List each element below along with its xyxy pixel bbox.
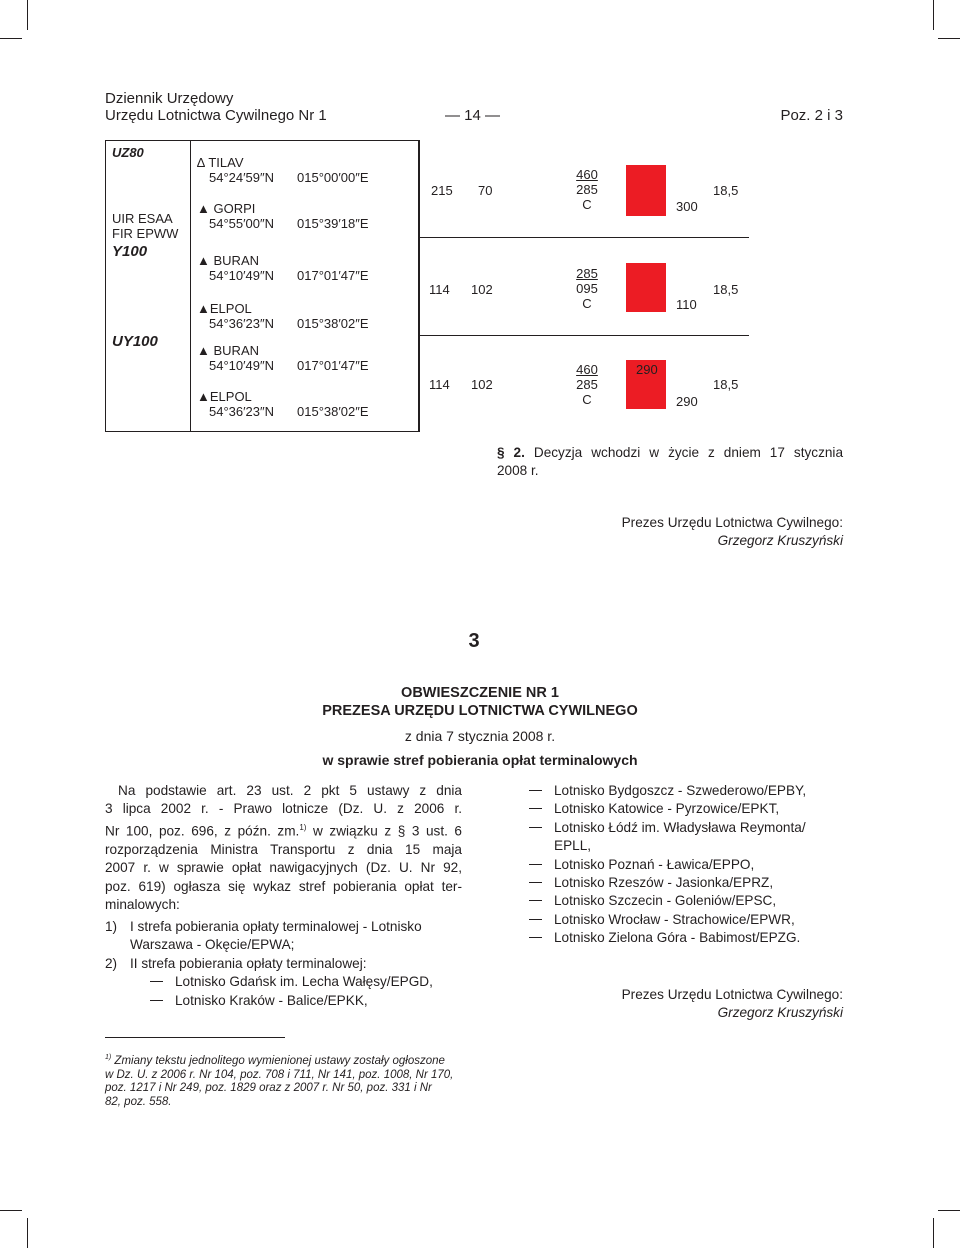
list-item <box>529 819 849 837</box>
dash-bullet <box>529 827 542 828</box>
crop-mark <box>933 0 934 30</box>
signature-name: Grzegorz Kruszyński <box>717 1005 843 1021</box>
segment-level: 300 <box>676 199 698 214</box>
segment-track <box>565 362 609 407</box>
list-item <box>529 856 849 874</box>
point-lat: 54°36′23″N <box>209 404 275 419</box>
track-1: 285 <box>576 266 598 281</box>
crop-mark <box>0 38 22 39</box>
airport-name: Lotnisko Katowice - Pyrzowice/EPKT, <box>554 801 780 817</box>
notice-date: z dnia 7 stycznia 2008 r. <box>404 728 556 744</box>
crop-mark <box>938 38 960 39</box>
list-item <box>529 911 849 929</box>
list-item <box>529 929 849 947</box>
footnote-ref: 1) <box>299 822 307 832</box>
point-name: TILAV <box>208 155 244 170</box>
point-name: ELPOL <box>209 389 252 404</box>
zone-1-number: 1) <box>105 919 118 934</box>
list-item <box>105 992 465 1010</box>
airport-name: Lotnisko Gdańsk im. Lecha Wałęsy/EPGD, <box>175 974 433 990</box>
point <box>197 301 417 331</box>
footnote-line: 82, poz. 558. <box>105 1096 172 1109</box>
airway-table <box>105 140 420 432</box>
dash-bullet <box>529 919 542 920</box>
signature-role: Prezes Urzędu Lotnictwa Cywilnego: <box>621 987 843 1002</box>
segment-a: 114 <box>429 282 450 297</box>
crop-mark <box>933 1218 934 1248</box>
track-c: C <box>582 392 592 407</box>
airport-list-right <box>529 782 849 948</box>
airport-name: Lotnisko Kraków - Balice/EPKK, <box>175 992 368 1008</box>
point-lon: 015°38′02″E <box>297 316 369 331</box>
journal-title-line1: Dziennik Urzędowy <box>105 90 234 107</box>
journal-title <box>105 90 327 124</box>
track-2: 095 <box>576 281 598 296</box>
segment-width: 18,5 <box>713 377 739 392</box>
airport-name: Lotnisko Łódź im. Władysława Reymonta/ <box>554 819 806 835</box>
intro-line: rozporządzenia Ministra Transportu z dnia 15 maja <box>105 841 462 857</box>
list-item-cont <box>529 837 849 855</box>
intro-text: Nr 100, poz. 696, z późn. zm. <box>105 823 300 839</box>
page-number: — 14 — <box>445 107 501 124</box>
intro-line: poz. 619) ogłasza się wykaz stref pobierania opłat ter- <box>105 878 462 894</box>
dash-bullet <box>529 937 542 938</box>
filled-triangle-icon: ▲ <box>197 253 210 268</box>
region-fir: FIR EPWW <box>112 226 179 241</box>
point-lat: 54°55′00″N <box>209 216 275 231</box>
zone-2-text: II strefa pobierania opłaty terminalowej: <box>130 955 367 971</box>
segment-level: 290 <box>676 394 698 409</box>
segment-b: 102 <box>471 282 493 297</box>
notice-title <box>255 684 705 720</box>
airport-name: Lotnisko Szczecin - Goleniów/EPSC, <box>554 893 777 909</box>
signature-2 <box>443 986 843 1023</box>
segment-b: 70 <box>478 183 493 198</box>
segment-row-divider <box>419 237 749 238</box>
section-2-line1 <box>497 444 843 462</box>
signature-name: Grzegorz Kruszyński <box>717 533 843 549</box>
footnote-line <box>105 1051 465 1069</box>
point-name: BURAN <box>213 253 260 268</box>
zone-2 <box>105 955 465 973</box>
footnote-text: Zmiany tekstu jednolitego wymienionej ustawy zostały ogłoszone <box>111 1054 445 1067</box>
segment-track <box>565 266 609 311</box>
open-triangle-icon: ∆ <box>197 155 205 170</box>
list-item <box>529 874 849 892</box>
point <box>197 343 417 373</box>
point-lon: 015°38′02″E <box>297 404 369 419</box>
section-2 <box>497 444 843 481</box>
point <box>197 201 417 231</box>
point <box>197 253 417 283</box>
red-block-label: 290 <box>636 362 658 377</box>
airport-name: Lotnisko Rzeszów - Jasionka/EPRZ, <box>554 875 774 891</box>
zone-1-text: I strefa pobierania opłaty terminalowej - Lotnisko <box>130 919 422 934</box>
list-item <box>529 782 849 800</box>
filled-triangle-icon: ▲ <box>197 343 210 358</box>
point-name: GORPI <box>213 201 256 216</box>
dash-bullet <box>529 882 542 883</box>
route-y100: Y100 <box>112 243 148 260</box>
intro-line: 2007 r. w sprawie opłat nawigacyjnych (Dz. U. Nr 92, <box>105 860 462 876</box>
route-uy100: UY100 <box>112 333 158 350</box>
point-lat: 54°10′49″N <box>209 358 275 373</box>
point-lon: 015°00′00″E <box>297 170 369 185</box>
notice-title-line1: OBWIESZCZENIE NR 1 <box>401 685 559 701</box>
footnote-marker: 1) <box>105 1054 112 1061</box>
filled-triangle-icon: ▲ <box>197 389 210 404</box>
track-c: C <box>582 296 592 311</box>
list-item <box>529 800 849 818</box>
dash-bullet <box>529 864 542 865</box>
section-2-text: Decyzja wchodzi w życie z dniem 17 stycznia <box>533 445 844 460</box>
footnote-line: w Dz. U. z 2006 r. Nr 104, poz. 708 i 711, Nr 141, poz. 1008, Nr 170, <box>105 1068 454 1081</box>
intro-text: w związku z § 3 ust. 6 <box>306 823 462 839</box>
track-2: 285 <box>576 377 598 392</box>
filled-triangle-icon: ▲ <box>197 201 210 216</box>
dash-bullet <box>529 900 542 901</box>
journal-title-line2: Urzędu Lotnictwa Cywilnego Nr 1 <box>105 107 327 124</box>
dash-bullet <box>150 981 163 982</box>
intro-line: minalowych: <box>105 896 180 912</box>
section-sign: § <box>497 445 505 460</box>
region-uir: UIR ESAA <box>112 211 173 226</box>
list-item <box>529 892 849 910</box>
point <box>197 389 417 419</box>
list-item <box>105 973 465 991</box>
airport-name: Lotnisko Poznań - Ławica/EPPO, <box>554 856 755 872</box>
point-lon: 017°01′47″E <box>297 358 369 373</box>
point <box>197 155 417 185</box>
point-name: BURAN <box>213 343 260 358</box>
zone-1 <box>105 918 465 936</box>
footnote-line: poz. 1217 i Nr 249, poz. 1829 oraz z 2007 r. Nr 50, poz. 331 i Nr <box>105 1082 432 1095</box>
point-lat: 54°24′59″N <box>209 170 275 185</box>
intro-line: 3 lipca 2002 r. - Prawo lotnicze (Dz. U. z 2006 r. <box>105 801 462 817</box>
airport-name: Lotnisko Bydgoszcz - Szwederowo/EPBY, <box>554 783 807 798</box>
dash-bullet <box>150 1000 163 1001</box>
red-block <box>626 263 666 312</box>
track-c: C <box>582 197 592 212</box>
airport-name: Lotnisko Wrocław - Strachowice/EPWR, <box>554 911 795 927</box>
crop-mark <box>27 1218 28 1248</box>
track-2: 285 <box>576 182 598 197</box>
position-label: Poz. 2 i 3 <box>780 107 843 124</box>
segment-b: 102 <box>471 377 493 392</box>
dash-bullet <box>529 808 542 809</box>
point-lon: 017°01′47″E <box>297 268 369 283</box>
segment-track <box>565 167 609 212</box>
point-lon: 015°39′18″E <box>297 216 369 231</box>
intro-line: Na podstawie art. 23 ust. 2 pkt 5 ustawy z dnia <box>118 783 462 798</box>
section-number: 2. <box>513 445 525 460</box>
intro-paragraph <box>105 782 462 914</box>
point-lat: 54°10′49″N <box>209 268 275 283</box>
signature-1 <box>443 514 843 551</box>
crop-mark <box>0 1210 22 1211</box>
filled-triangle-icon: ▲ <box>197 301 210 316</box>
intro-line <box>105 819 462 841</box>
route-column <box>106 141 191 432</box>
signature-role: Prezes Urzędu Lotnictwa Cywilnego: <box>621 515 843 530</box>
segment-width: 18,5 <box>713 183 739 198</box>
airport-name: EPLL, <box>554 838 592 854</box>
crop-mark <box>938 1210 960 1211</box>
point-lat: 54°36′23″N <box>209 316 275 331</box>
dash-bullet <box>529 790 542 791</box>
crop-mark <box>27 0 28 30</box>
track-1: 460 <box>576 362 598 377</box>
notice-subject: w sprawie stref pobierania opłat terminalowych <box>322 752 638 768</box>
section-2-line2: 2008 r. <box>497 463 539 479</box>
segment-row-divider <box>419 335 749 336</box>
segment-level: 110 <box>676 297 697 312</box>
point-name: ELPOL <box>209 301 252 316</box>
footnote-rule <box>105 1037 285 1038</box>
notice-number: 3 <box>468 630 480 652</box>
zone-2-number: 2) <box>105 955 118 971</box>
footnote <box>105 1051 465 1110</box>
points-column <box>191 141 420 432</box>
route-uz80: UZ80 <box>112 145 144 160</box>
airport-name: Lotnisko Zielona Góra - Babimost/EPZG. <box>554 930 801 946</box>
zones-list <box>105 918 465 1010</box>
segment-a: 114 <box>429 377 450 392</box>
segment-a: 215 <box>431 183 453 198</box>
segment-width: 18,5 <box>713 282 739 297</box>
zone-1-cont: Warszawa - Okęcie/EPWA; <box>130 937 295 953</box>
track-1: 460 <box>576 167 598 182</box>
notice-title-line2: PREZESA URZĘDU LOTNICTWA CYWILNEGO <box>322 703 638 719</box>
red-block <box>626 165 666 216</box>
